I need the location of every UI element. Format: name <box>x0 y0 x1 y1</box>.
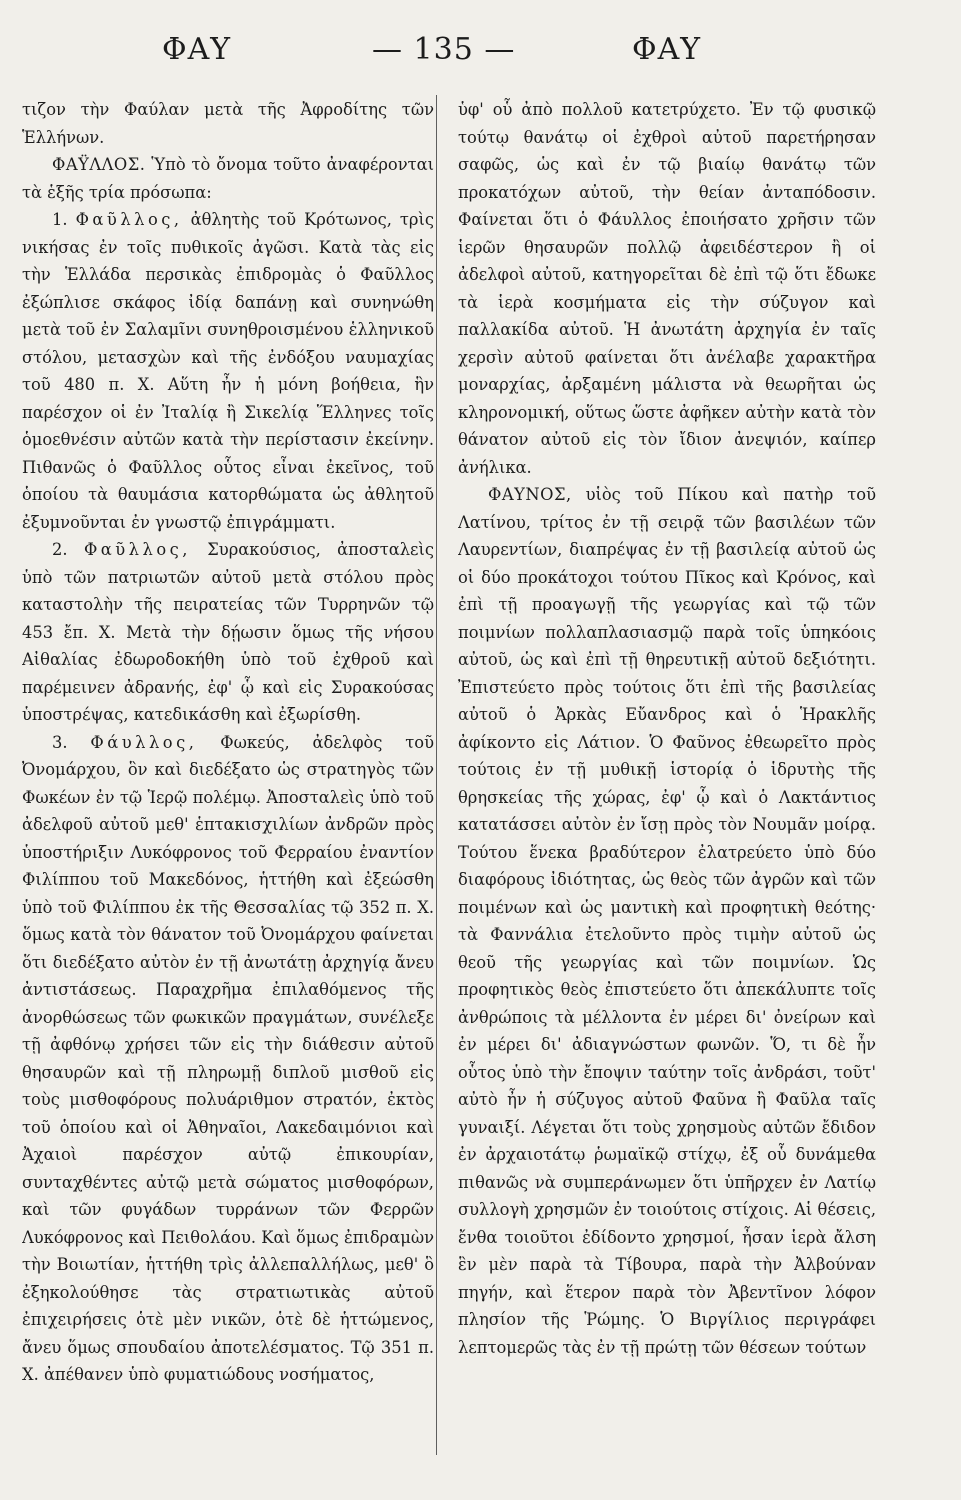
right-column <box>458 96 876 1461</box>
paragraph: ὑφ' οὗ ἀπὸ πολλοῦ κατετρύχετο. Ἐν τῷ φυσικῷ τούτῳ θανάτῳ οἱ ἐχθροὶ αὐτοῦ παρετήρησαν σαφῶς, ὡς καὶ ἐν τῷ βιαίῳ θανάτῳ τῶν προκατόχων αὐτοῦ, τὴν θείαν ἀνταπόδοσιν. Φαίνεται ὅτι ὁ Φάυλλος ἐποιήσατο χρῆσιν τῶν ἱερῶν θησαυρῶν πολλῷ ἀφειδέστερον ἢ οἱ ἀδελφοὶ αὐτοῦ, κατηγορεῖται δὲ ἐπὶ τῷ ὅτι ἔδωκε τὰ ἱερὰ κοσμήματα εἰς τὴν σύζυγον καὶ παλλακίδα αὐτοῦ. Ἡ ἀνωτάτη ἀρχηγία ἐν ταῖς χερσὶν αὐτοῦ φαίνεται ὅτι ἀνέλαβε χαρακτῆρα μοναρχίας, ἀρξαμένη μάλιστα νὰ θεωρῆται ὡς κληρονομική, οὕτως ὥστε ἀφῆκεν αὐτὴν κατὰ τὸν θάνατον αὐτοῦ εἰς τὸν ἴδιον ἀνεψιόν, καίπερ ἀνήλικα. <box>458 100 876 477</box>
subentry-name: Φαῦλλος, <box>75 210 183 229</box>
subentry-3 <box>22 729 434 1389</box>
subentry-name: Φαῦλλος, <box>83 540 191 559</box>
subentry-number: 3. <box>52 732 68 752</box>
subentry-1 <box>22 206 434 536</box>
column-divider <box>436 95 437 1455</box>
page-number: — 135 — <box>372 32 516 67</box>
entry-phaunos <box>458 481 876 1361</box>
entry-lemma: ΦΑΥΝΟΣ, <box>488 485 572 504</box>
subentry-number: 1. <box>52 210 68 229</box>
entry-phaullos <box>22 151 434 206</box>
page-header <box>0 32 961 92</box>
subentry-number: 2. <box>52 540 68 559</box>
subentry-name: Φάυλλος, <box>90 732 198 752</box>
entry-text: Ὑπὸ τὸ ὄνομα τοῦτο ἀναφέρονται τὰ ἑξῆς τρία πρόσωπα: <box>22 155 434 202</box>
entry-text: υἱὸς τοῦ Πίκου καὶ πατὴρ τοῦ Λατίνου, τρίτος ἐν τῇ σειρᾷ τῶν βασιλέων τῶν Λαυρεντίων, διαπρέψας ἐν τῇ βασιλείᾳ αὐτοῦ ὡς οἱ δύο προκάτοχοι τούτου Πῖκος καὶ Κρόνος, καὶ ἐπὶ τῇ προαγωγῇ τῆς γεωργίας καὶ τῷ τῶν ποιμνίων πολλαπλασιασμῷ παρὰ τοῖς ὑπηκόοις αὐτοῦ, ὡς καὶ ἐπὶ τῇ θηρευτικῇ αὐτοῦ δεξιότητι. Ἐπιστεύετο πρὸς τούτοις ὅτι ἐπὶ τῆς βασιλείας αὐτοῦ ὁ Ἀρκὰς Εὔανδρος καὶ ὁ Ἡρακλῆς ἀφίκοντο εἰς Λάτιον. Ὁ Φαῦνος ἐθεωρεῖτο πρὸς τούτοις ἐν τῇ μυθικῇ ἱστορίᾳ ὁ ἱδρυτὴς τῆς θρησκείας τῆς χώρας, ἐφ' ᾧ καὶ ὁ Λακτάντιος κατατάσσει αὐτὸν ἐν ἴσῃ πρὸς τὸν Νουμᾶν μοίρᾳ. Τούτου ἕνεκα βραδύτερον ἐλατρεύετο ὑπὸ δύο διαφόρους ἰδιότητας, ὡς θεὸς τῶν ἀγρῶν καὶ τῶν ποιμένων καὶ ὡς μαντικὴ καὶ προφητικὴ θεότης· τὰ Φαννάλια ἐτελοῦντο πρὸς τιμὴν αὐτοῦ ὡς θεοῦ τῆς γεωργίας καὶ τῶν ποιμνίων. Ὡς προφητικὸς θεὸς ἐπιστεύετο ὅτι ἀπεκάλυπτε τοῖς ἀνθρώποις τὰ μέλλοντα ἐν μέρει δι' ὀνείρων καὶ ἐν μέρει δι' ἀδιαγνώστων φωνῶν. Ὅ, τι δὲ ἦν οὗτος ὑπὸ τὴν ἔποψιν ταύτην τοῖς ἀνδράσι, τοῦτ' αὐτὸ ἦν ἡ σύζυγος αὐτοῦ Φαῦνα ἢ Φαῦλα ταῖς γυναιξί. Λέγεται ὅτι τοὺς χρησμοὺς αὐτῶν ἔδιδον ἐν ἀρχαιοτάτῳ ῥωμαϊκῷ στίχῳ, ἐξ οὗ δυνάμεθα πιθανῶς νὰ συμπεράνωμεν ὅτι ὑπῆρχεν ἐν Λατίῳ συλλογὴ χρησμῶν ἐν τοιούτοις στίχοις. Αἱ θέσεις, ἔνθα τοιοῦτοι ἐδίδοντο χρησμοί, ἦσαν ἱερὰ ἄλση ἓν μὲν παρὰ τὰ Τίβουρα, παρὰ τὴν Ἀλβούναν πηγήν, καὶ ἕτερον παρὰ τὸν Ἀβεντῖνον λόφον πλησίον τῆς Ῥώμης. Ὁ Βιργίλιος περιγράφει λεπτομερῶς τὰς ἐν τῇ πρώτῃ τῶν θέσεων τούτων <box>458 485 876 1357</box>
subentry-2 <box>22 536 434 729</box>
subentry-text: ἀθλητὴς τοῦ Κρότωνος, τρὶς νικήσας ἐν τοῖς πυθικοῖς ἀγῶσι. Κατὰ τὰς εἰς τὴν Ἑλλάδα περσικὰς ἐπιδρομὰς ὁ Φαῦλλος ἐξώπλισε σκάφος ἰδίᾳ δαπάνῃ καὶ συνηνώθη μετὰ τοῦ ἐν Σαλαμῖνι συνηθροισμένου ἑλληνικοῦ στόλου, μετασχὼν καὶ τῆς ἐνδόξου ναυμαχίας τοῦ 480 π. Χ. Αὕτη ἦν ἡ μόνη βοήθεια, ἣν παρέσχον οἱ ἐν Ἰταλίᾳ ἢ Σικελίᾳ Ἕλληνες τοῖς ὁμοεθνέσιν αὐτῶν κατὰ τὴν περίστασιν ἐκείνην. Πιθανῶς ὁ Φαῦλλος οὗτος εἶναι ἐκεῖνος, τοῦ ὁποίου τὰ θαυμάσια κατορθώματα ὡς ἀθλητοῦ ἐξυμνοῦνται ἐν γνωστῷ ἐπιγράμματι. <box>22 210 434 532</box>
subentry-text: Συρακούσιος, ἀποσταλεὶς ὑπὸ τῶν πατριωτῶν αὐτοῦ μετὰ στόλου πρὸς καταστολὴν τῆς πειρατείας τῶν Τυρρηνῶν τῷ 453 ἔπ. Χ. Μετὰ τὴν δῄωσιν ὅμως τῆς νήσου Αἰθαλίας ἐδωροδοκήθη ὑπὸ τοῦ ἐχθροῦ καὶ παρέμεινεν ἀδρανής, ἐφ' ᾧ καὶ εἰς Συρακούσας ὑποστρέψας, κατεδικάσθη καὶ ἐξωρίσθη. <box>22 540 434 724</box>
left-column <box>22 96 434 1461</box>
header-left-running-head: ΦΑΥ <box>162 32 232 67</box>
entry-lemma: ΦΑΫΛΛΟΣ. <box>52 155 146 174</box>
paragraph: τιζον τὴν Φαύλαν μετὰ τῆς Ἀφροδίτης τῶν Ἑλλήνων. <box>22 100 434 147</box>
header-right-running-head: ΦΑΥ <box>632 32 702 67</box>
subentry-text: Φωκεύς, ἀδελφὸς τοῦ Ὀνομάρχου, ὃν καὶ διεδέξατο ὡς στρατηγὸς τῶν Φωκέων ἐν τῷ Ἱερῷ πολέμῳ. Ἀποσταλεὶς ὑπὸ τοῦ ἀδελφοῦ αὐτοῦ μεθ' ἑπτακισχιλίων ἀνδρῶν πρὸς ὑποστήριξιν Λυκόφρονος τοῦ Φερραίου ἐναντίον Φιλίππου τοῦ Μακεδόνος, ἡττήθη καὶ ἐξεώσθη ὑπὸ τοῦ Φιλίππου ἐκ τῆς Θεσσαλίας τῷ 352 π. Χ. ὅμως κατὰ τὸν θάνατον τοῦ Ὀνομάρχου φαίνεται ὅτι διεδέξατο αὐτὸν ἐν τῇ ἀνωτάτῃ ἀρχηγίᾳ ἄνευ ἀντιστάσεως. Παραχρῆμα ἐπιλαθόμενος τῆς ἀνορθώσεως τῶν φωκικῶν πραγμάτων, συνέλεξε τῇ ἀφθόνῳ χρήσει τῶν εἰς τὴν διάθεσιν αὐτοῦ θησαυρῶν καὶ τῇ πληρωμῇ διπλοῦ μισθοῦ εἰς τοὺς μισθοφόρους πολυάριθμον στρατόν, ἐκτὸς τοῦ ὁποίου καὶ οἱ Ἀθηναῖοι, Λακεδαιμόνιοι καὶ Ἀχαιοὶ παρέσχον αὐτῷ ἐπικουρίαν, συνταχθέντες αὐτῷ μετὰ σώματος μισθοφόρων, καὶ τῶν φυγάδων τυρράνων τῶν Φερρῶν Λυκόφρονος καὶ Πειθολάου. Καὶ ὅμως ἐπιδραμὼν τὴν Βοιωτίαν, ἡττήθη τρὶς ἀλλεπαλλήλως, μεθ' ὃ ἐξηκολούθησε τὰς στρατιωτικὰς αὐτοῦ ἐπιχειρήσεις ὁτὲ μὲν νικῶν, ὁτὲ δὲ ἡττώμενος, ἄνευ ὅμως σπουδαίου ἀποτελέσματος. Τῷ 351 π. Χ. ἀπέθανεν ὑπὸ φυματιώδους νοσήματος, <box>22 732 434 1384</box>
